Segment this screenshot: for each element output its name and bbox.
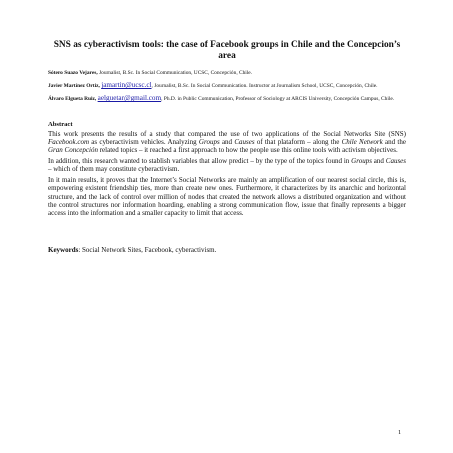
abstract-text: and (219, 138, 235, 147)
author-affiliation: Journalist, B.Sc. In Social Communication, UCSC, Concepción, Chile. (97, 70, 253, 76)
abstract-emphasis: Causes (385, 157, 407, 166)
abstract-text: – which of them may constitute cyberactivism. (48, 165, 180, 174)
author-affiliation: , Ph.D. in Public Communication, Professor of Sociology at ARCIS University, Concepción Campus, Chile. (161, 96, 395, 103)
paper-title: SNS as cyberactivism tools: the case of Facebook groups in Chile and the Concepcion’s area (53, 40, 401, 61)
author-name: Sótero Suazo Vejares, (48, 70, 98, 76)
keywords-line (48, 246, 406, 254)
author-name: Javier Martínez Ortiz, (48, 83, 100, 90)
abstract-text: and the (382, 138, 406, 147)
abstract-body (48, 130, 406, 220)
abstract-text: related topics – it reached a first approach to how the people use this online tools with activism objectives. (97, 146, 398, 155)
author-name: Álvaro Elgueta Ruiz, (48, 96, 97, 103)
abstract-paragraph (48, 157, 406, 173)
author-affiliation: , Journalist, B.Sc. In Social Communication. Instructor at Journalism School, UCSC, Concepción, Chile. (151, 83, 378, 90)
author-entry (48, 95, 406, 103)
author-entry (48, 70, 406, 77)
abstract-text: as cyberactivism vehicles. Analyzing (89, 138, 199, 147)
abstract-paragraph (48, 130, 406, 155)
abstract-emphasis: Facebook.com (48, 138, 90, 147)
abstract-text: of that plataform – along the (254, 138, 342, 147)
abstract-emphasis: Gran Concepción (48, 146, 98, 155)
abstract-text: This work presents the results of a study that compared the use of two applications of the Social Networks Site (SNS) (48, 130, 406, 138)
abstract-emphasis: Chile Network (341, 138, 383, 147)
abstract-emphasis: Groups (351, 157, 372, 166)
abstract-heading: Abstract (48, 121, 73, 128)
abstract-emphasis: Causes (234, 138, 255, 147)
author-email-link[interactable]: aelguetar@gmail.com (97, 94, 162, 103)
keywords-label: Keywords (48, 246, 79, 254)
abstract-emphasis: Groups (198, 138, 220, 147)
abstract-text: In addition, this research wanted to stablish variables that allow predict – by the type of the topics found in (48, 157, 352, 166)
page-number: 1 (398, 429, 402, 436)
author-email-link[interactable]: jamartin@ucsc.cl (101, 81, 152, 90)
abstract-paragraph: In it main results, it proves that the Internet’s Social Networks are mainly an amplification of our nearest social circle, this is, empowering existent friendship ties, more than create new ones. Furthermore, it characterizes by its anarchic and horizontal structure, and the lack of control over million of nodes that created the network allows a distributed organization and without the control structures nor information hoarding, enabling a strong communication flow, issue that finally represents a bigger access into the information and a smaller capacity to limit that access. (48, 176, 406, 218)
abstract-text: and (371, 157, 386, 166)
author-entry (48, 82, 406, 90)
keywords-list: : Social Network Sites, Facebook, cyberactivism. (78, 246, 217, 254)
author-list (48, 70, 406, 108)
